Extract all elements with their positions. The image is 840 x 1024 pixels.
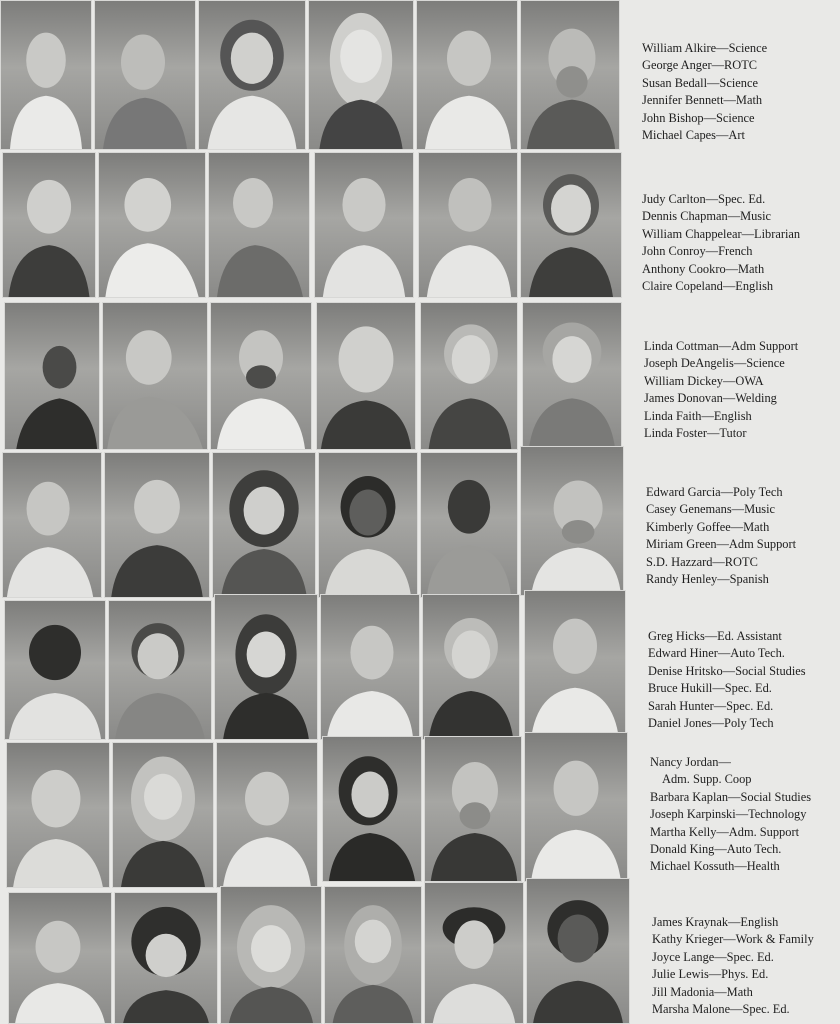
portrait-photo [98,152,206,298]
portrait-photo [520,152,622,298]
portrait-photo [524,732,628,882]
name-entry: Judy Carlton—Spec. Ed. [642,192,766,206]
portrait-photo [416,0,518,150]
name-entry: Michael Kossuth—Health [650,859,780,874]
name-entry: Martha Kelly—Adm. Support [650,824,800,839]
name-list [652,914,814,1018]
portrait-photo [420,452,518,598]
name-entry: James Donovan—Welding [644,391,777,406]
portrait-photo [424,882,524,1024]
name-entry: Bruce Hukill—Spec. Ed. [648,681,772,696]
portrait-photo [4,600,106,740]
portrait-photo [524,590,626,740]
name-entry: Linda Faith—English [644,408,752,423]
name-entry: John Bishop—Science [642,110,755,125]
portrait-photo [324,886,422,1024]
portrait-photo [94,0,196,150]
portrait-photo [210,302,312,450]
portrait-photo [2,452,102,598]
name-entry: Miriam Green—Adm Support [646,537,797,552]
portrait-photo [526,878,630,1024]
name-entry: Adm. Supp. Coop [662,772,752,787]
portrait-photo [0,0,92,150]
name-entry: Barbara Kaplan—Social Studies [650,789,812,804]
portrait-photo [8,892,112,1024]
name-entry: Edward Hiner—Auto Tech. [648,646,785,661]
name-entry: Joseph DeAngelis—Science [644,356,785,371]
portrait-photo [318,452,418,598]
portrait-photo [214,594,318,740]
name-list [650,754,811,876]
name-entry: Randy Henley—Spanish [646,572,769,587]
name-entry: John Conroy—French [642,244,753,259]
portrait-photo [6,742,110,888]
portrait-photo [2,152,96,298]
name-entry: Edward Garcia—Poly Tech [646,485,783,499]
name-entry: Casey Genemans—Music [646,502,776,517]
portrait-photo [418,152,518,298]
portrait-photo [198,0,306,150]
name-entry: Greg Hicks—Ed. Assistant [648,629,782,643]
portrait-photo [220,886,322,1024]
name-entry: Dennis Chapman—Music [642,209,772,224]
portrait-photo [216,742,318,888]
portrait-photo [320,594,420,740]
name-entry: Linda Foster—Tutor [644,426,747,441]
name-entry: Donald King—Auto Tech. [650,842,782,857]
portrait-photo [104,452,210,598]
name-entry: Daniel Jones—Poly Tech [648,716,774,731]
name-entry: Kimberly Goffee—Math [646,519,770,534]
portrait-photo [212,452,316,598]
portrait-photo [424,736,522,882]
portrait-photo [420,302,518,450]
name-list [642,40,767,144]
name-entry: Michael Capes—Art [642,128,745,143]
portrait-photo [520,446,624,596]
name-list [644,338,798,442]
name-entry: Jennifer Bennett—Math [642,93,763,108]
portrait-photo [4,302,100,450]
name-entry: Claire Copeland—English [642,279,774,294]
name-entry: Marsha Malone—Spec. Ed. [652,1002,790,1017]
portrait-photo [114,892,218,1024]
portrait-photo [316,302,416,450]
portrait-photo [314,152,414,298]
name-entry: Jill Madonia—Math [652,984,753,999]
portrait-photo [522,302,622,450]
portrait-photo [102,302,208,450]
name-entry: Joseph Karpinski—Technology [650,807,807,822]
name-entry: Joyce Lange—Spec. Ed. [652,949,774,964]
portrait-photo [208,152,310,298]
name-entry: Julie Lewis—Phys. Ed. [652,967,769,982]
portrait-photo [322,736,422,882]
name-entry: William Alkire—Science [642,41,768,55]
name-entry: William Dickey—OWA [644,373,764,388]
name-entry: Susan Bedall—Science [642,75,758,90]
name-list [648,628,806,732]
name-list [642,191,800,295]
portrait-photo [108,600,212,740]
name-entry: George Anger—ROTC [642,58,758,73]
name-entry: James Kraynak—English [652,915,779,929]
portrait-photo [422,594,520,740]
name-list [646,484,796,588]
portrait-photo [520,0,620,150]
name-entry: Nancy Jordan— [650,755,731,769]
name-entry: S.D. Hazzard—ROTC [646,554,758,569]
portrait-photo [112,742,214,888]
name-entry: Anthony Cookro—Math [642,261,765,276]
name-entry: Linda Cottman—Adm Support [644,339,799,353]
portrait-photo [308,0,414,150]
name-entry: Denise Hritsko—Social Studies [648,663,806,678]
name-entry: Kathy Krieger—Work & Family [652,932,814,947]
name-entry: Sarah Hunter—Spec. Ed. [648,698,774,713]
name-entry: William Chappelear—Librarian [642,226,801,241]
